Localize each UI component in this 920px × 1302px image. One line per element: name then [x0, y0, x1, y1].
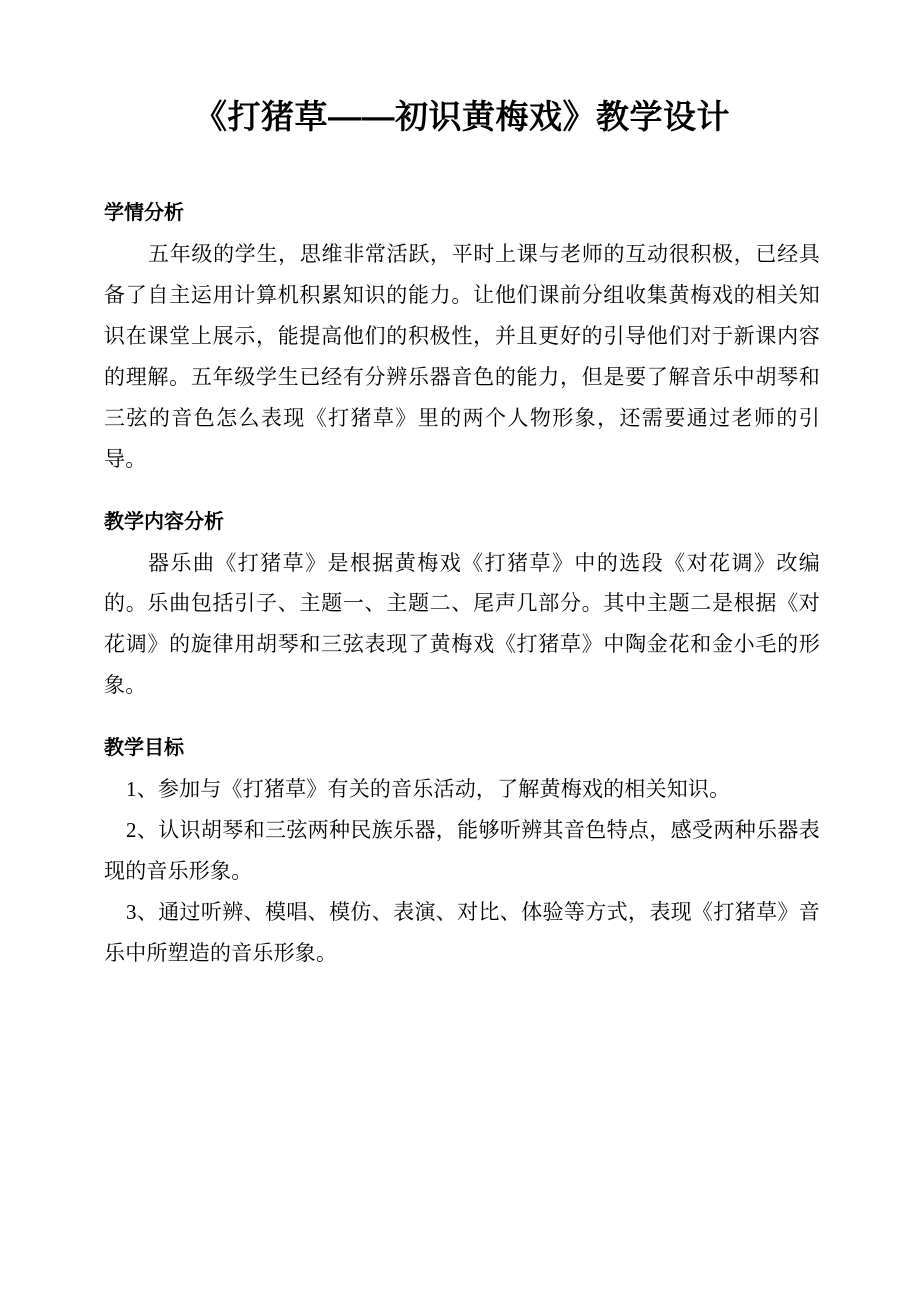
section-教学内容分析 [104, 508, 820, 707]
objective-item: 1、参加与《打猪草》有关的音乐活动，了解黄梅戏的相关知识。 [126, 777, 731, 802]
section-heading: 教学目标 [104, 737, 184, 760]
page-title: 《打猪草——初识黄梅戏》教学设计 [194, 98, 730, 135]
spacer [104, 484, 820, 494]
section-heading: 学情分析 [104, 201, 184, 224]
objective-item: 2、认识胡琴和三弦两种民族乐器，能够听辨其音色特点，感受两种乐器表现的音乐形象。 [104, 818, 820, 884]
section-paragraph: 五年级的学生，思维非常活跃，平时上课与老师的互动很积极，已经具备了自主运用计算机积累知识的能力。让他们课前分组收集黄梅戏的相关知识在课堂上展示，能提高他们的积极性，并且更好的引导他们对于新课内容的理解。五年级学生已经有分辨乐器音色的能力，但是要了解音乐中胡琴和三弦的音色怎么表现《打猪草》里的两个人物形象，还需要通过老师的引导。 [104, 241, 820, 471]
section-学情分析 [104, 199, 820, 480]
spacer [104, 710, 820, 720]
objective-item: 3、通过听辨、模唱、模仿、表演、对比、体验等方式，表现《打猪草》音乐中所塑造的音乐形象。 [104, 900, 820, 966]
section-heading: 教学内容分析 [104, 510, 224, 533]
section-paragraph: 器乐曲《打猪草》是根据黄梅戏《打猪草》中的选段《对花调》改编的。乐曲包括引子、主题一、主题二、尾声几部分。其中主题二是根据《对花调》的旋律用胡琴和三弦表现了黄梅戏《打猪草》中陶金花和金小毛的形象。 [104, 550, 820, 698]
section-教学目标 [104, 734, 820, 974]
